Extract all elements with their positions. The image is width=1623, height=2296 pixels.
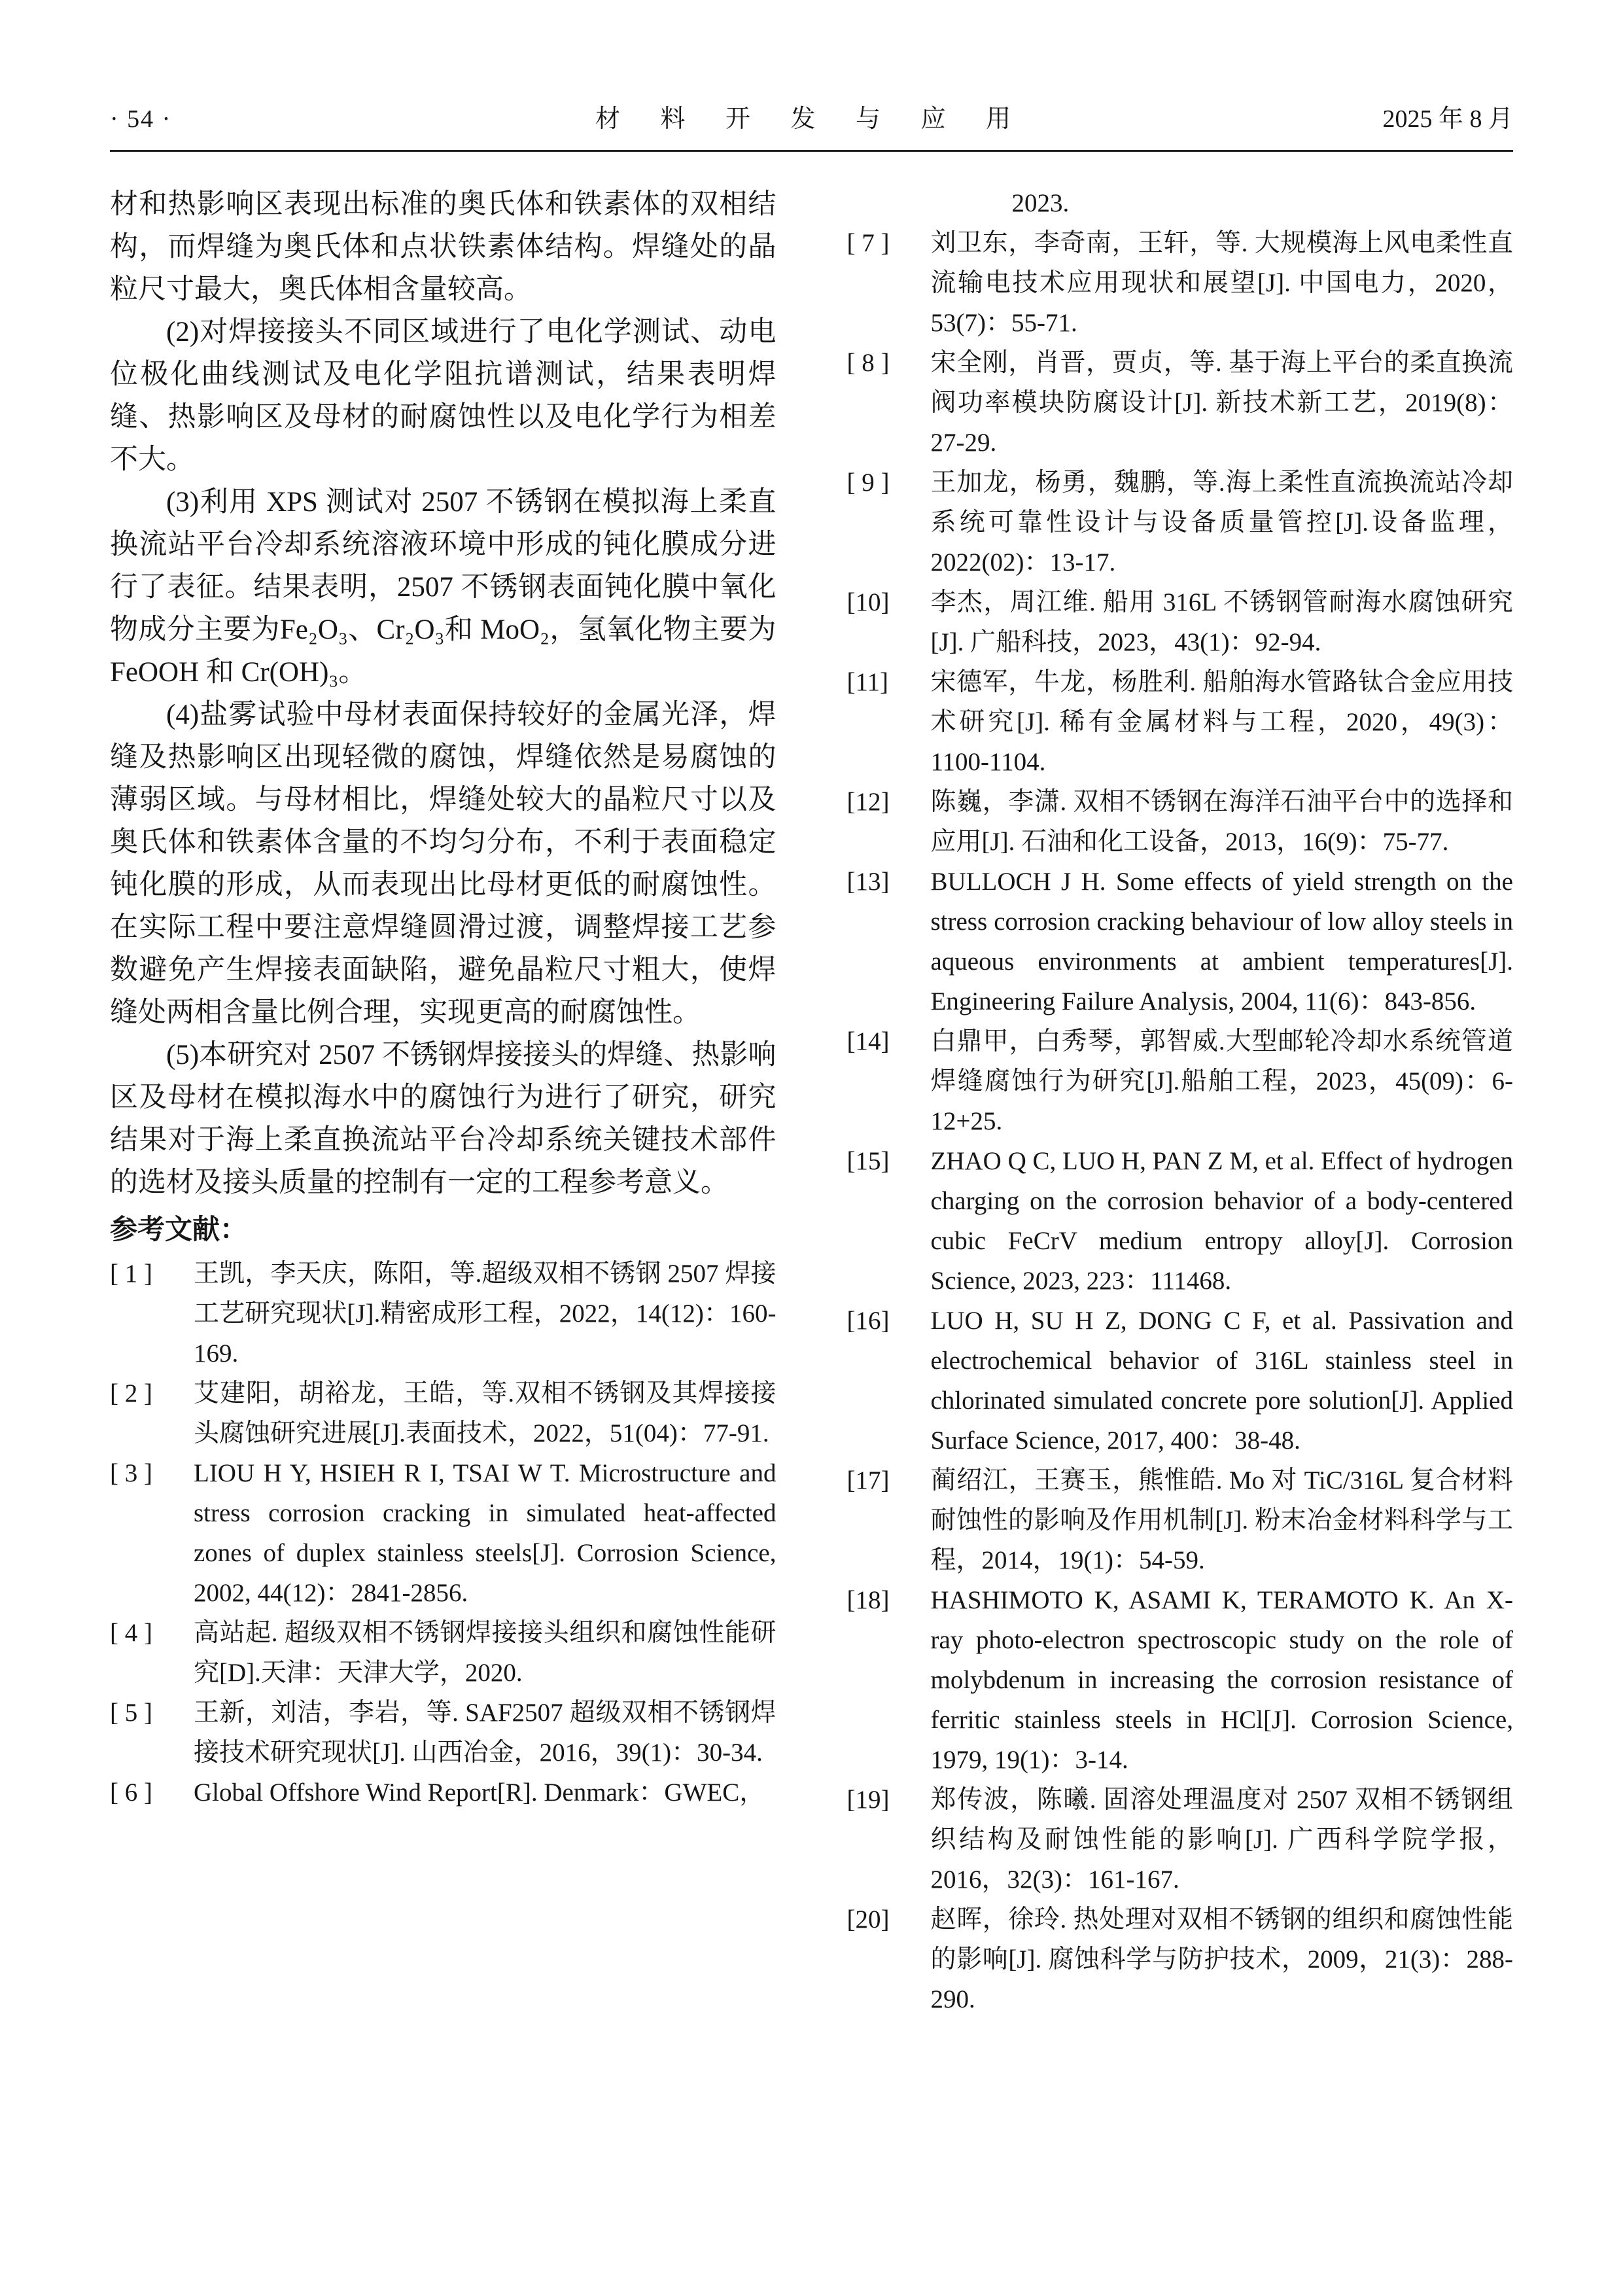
reference-text: 蔺绍江，王赛玉，熊惟皓. Mo 对 TiC/316L 复合材料耐蚀性的影响及作用机制[J]. 粉末冶金材料科学与工程，2014，19(1)：54-59. [930,1466,1513,1574]
journal-title: 材 料 开 发 与 应 用 [595,105,1028,133]
reference-text: LUO H, SU H Z, DONG C F, et al. Passivation and electrochemical behavior of 316L stainless steel in chlorinated simulated concrete pore solution[J]. Applied Surface Science, 2017, 400：38-48. [930,1307,1513,1455]
reference-label: [ 3 ] [110,1459,152,1487]
reference-label: [18] [846,1586,890,1614]
reference-text: 郑传波，陈曦. 固溶处理温度对 2507 双相不锈钢组织结构及耐蚀性能的影响[J]. 广西科学院学报，2016，32(3)：161-167. [930,1786,1513,1894]
reference-text: Global Offshore Wind Report[R]. Denmark：GWEC， [194,1778,765,1807]
reference-label: [ 7 ] [846,229,890,257]
reference-label: [11] [846,668,889,696]
reference-label: [10] [846,588,890,616]
reference-item [847,662,1514,782]
reference-label: [15] [846,1147,890,1175]
reference-label: [ 1 ] [110,1260,152,1288]
reference-item [110,1773,777,1812]
reference-item [847,862,1514,1021]
reference-text: 王凯，李天庆，陈阳，等.超级双相不锈钢 2507 焊接工艺研究现状[J].精密成形工程，2022，14(12)：160-169. [194,1260,777,1368]
reference-text: 高站起. 超级双相不锈钢焊接接头组织和腐蚀性能研究[D].天津：天津大学，2020. [194,1619,777,1687]
reference-item [110,1453,777,1613]
reference-label: [13] [846,868,890,896]
reference-text: 宋德军，牛龙，杨胜利. 船舶海水管路钛合金应用技术研究[J]. 稀有金属材料与工程，2020，49(3)：1100-1104. [930,668,1513,776]
reference-item [110,1254,777,1373]
body-paragraph: (4)盐雾试验中母材表面保持较好的金属光泽，焊缝及热影响区出现轻微的腐蚀，焊缝依然是易腐蚀的薄弱区域。与母材相比，焊缝处较大的晶粒尺寸以及奥氏体和铁素体含量的不均匀分布，不利于表面稳定钝化膜的形成，从而表现出比母材更低的耐腐蚀性。在实际工程中要注意焊缝圆滑过渡，调整焊接工艺参数避免产生焊接表面缺陷，避免晶粒尺寸粗大，使焊缝处两相含量比例合理，实现更高的耐腐蚀性。 [110,699,777,1028]
right-column [847,183,1514,2019]
reference-label: [ 9 ] [846,468,890,497]
reference-item [847,582,1514,662]
reference-label: [19] [846,1786,890,1814]
reference-text: BULLOCH J H. Some effects of yield strength on the stress corrosion cracking behaviour of low alloy steels in aqueous environments at ambient temperatures[J]. Engineering Failure Analysis, 2004, 11(6)：843-856. [930,868,1513,1016]
reference-label: [ 8 ] [846,349,890,377]
reference-label: [ 5 ] [110,1699,152,1727]
reference-label: [16] [846,1307,890,1335]
reference-continuation: 2023. [1011,189,1070,217]
reference-item [847,223,1514,343]
reference-label: [12] [846,788,890,816]
reference-text: 艾建阳，胡裕龙，王皓，等.双相不锈钢及其焊接接头腐蚀研究进展[J].表面技术，2022，51(04)：77-91. [194,1379,777,1447]
reference-text: LIOU H Y, HSIEH R I, TSAI W T. Microstructure and stress corrosion cracking in simulated heat-affected zones of duplex stainless steels[J]. Corrosion Science, 2002, 44(12)：2841-2856. [194,1459,777,1607]
reference-item [847,1899,1514,2019]
reference-text: 白鼎甲，白秀琴，郭智威.大型邮轮冷却水系统管道焊缝腐蚀行为研究[J].船舶工程，2023，45(09)：6-12+25. [930,1027,1513,1135]
reference-text: 王加龙，杨勇，魏鹏，等.海上柔性直流换流站冷却系统可靠性设计与设备质量管控[J].设备监理，2022(02)：13-17. [930,468,1513,576]
reference-item [110,1613,777,1693]
left-column [110,183,777,2019]
reference-label: [14] [846,1027,890,1055]
body-paragraph: 材和热影响区表现出标准的奥氏体和铁素体的双相结构，而焊缝为奥氏体和点状铁素体结构。焊缝处的晶粒尺寸最大，奥氏体相含量较高。 [110,189,777,305]
reference-item [847,1301,1514,1460]
reference-item [847,1780,1514,1899]
reference-text: 王新，刘洁，李岩，等. SAF2507 超级双相不锈钢焊接技术研究现状[J]. 山西冶金，2016，39(1)：30-34. [194,1699,777,1767]
reference-item [847,1141,1514,1301]
body-paragraph: (5)本研究对 2507 不锈钢焊接接头的焊缝、热影响区及母材在模拟海水中的腐蚀行为进行了研究，研究结果对于海上柔直换流站平台冷却系统关键技术部件的选材及接头质量的控制有一定的工程参考意义。 [110,1040,777,1198]
references-heading: 参考文献： [110,1215,248,1245]
reference-text: 陈巍，李潇. 双相不锈钢在海洋石油平台中的选择和应用[J]. 石油和化工设备，2013，16(9)：75-77. [930,788,1513,856]
reference-item [847,782,1514,862]
reference-text: ZHAO Q C, LUO H, PAN Z M, et al. Effect of hydrogen charging on the corrosion behavior of a body-centered cubic FeCrV medium entropy alloy[J]. Corrosion Science, 2023, 223：111468. [930,1147,1513,1295]
two-column-body [110,183,1513,2019]
reference-text: HASHIMOTO K, ASAMI K, TERAMOTO K. An X-ray photo-electron spectroscopic study on the role of molybdenum in increasing the corrosion resistance of ferritic stainless steels in HCl[J]. Corrosion Science, 1979, 19(1)：3-14. [930,1586,1513,1774]
reference-item [110,1693,777,1773]
reference-item [847,343,1514,463]
page-header [110,98,1513,134]
reference-item [847,1580,1514,1780]
reference-text: 宋全刚，肖晋，贾贞，等. 基于海上平台的柔直换流阀功率模块防腐设计[J]. 新技术新工艺，2019(8)：27-29. [930,349,1513,457]
issue-date: 2025 年 8 月 [1382,105,1513,133]
reference-item [110,1373,777,1453]
reference-item [847,463,1514,582]
reference-text: 赵晖，徐玲. 热处理对双相不锈钢的组织和腐蚀性能的影响[J]. 腐蚀科学与防护技术，2009，21(3)：288-290. [930,1905,1513,2013]
reference-label: [20] [846,1905,890,1934]
reference-item [847,1021,1514,1141]
reference-text: 刘卫东，李奇南，王轩，等. 大规模海上风电柔性直流输电技术应用现状和展望[J]. 中国电力，2020，53(7)：55-71. [930,229,1513,337]
reference-text: 李杰，周江维. 船用 316L 不锈钢管耐海水腐蚀研究[J]. 广船科技，2023，43(1)：92-94. [930,588,1513,656]
body-paragraph: (2)对焊接接头不同区域进行了电化学测试、动电位极化曲线测试及电化学阻抗谱测试，结果表明焊缝、热影响区及母材的耐腐蚀性以及电化学行为相差不大。 [110,317,777,475]
reference-label: [ 2 ] [110,1379,152,1407]
header-rule [110,150,1513,152]
reference-label: [17] [846,1466,890,1494]
page-number: · 54 · [110,105,172,133]
reference-label: [ 4 ] [110,1619,152,1647]
reference-label: [ 6 ] [110,1778,152,1807]
reference-item [847,1460,1514,1580]
body-paragraph: (3)利用 XPS 测试对 2507 不锈钢在模拟海上柔直换流站平台冷却系统溶液环境中形成的钝化膜成分进行了表征。结果表明，2507 不锈钢表面钝化膜中氧化物成分主要为Fe₂O₃、Cr₂O₃和 MoO₂，氢氧化物主要为 FeOOH 和 Cr(OH)₃。 [110,487,777,688]
